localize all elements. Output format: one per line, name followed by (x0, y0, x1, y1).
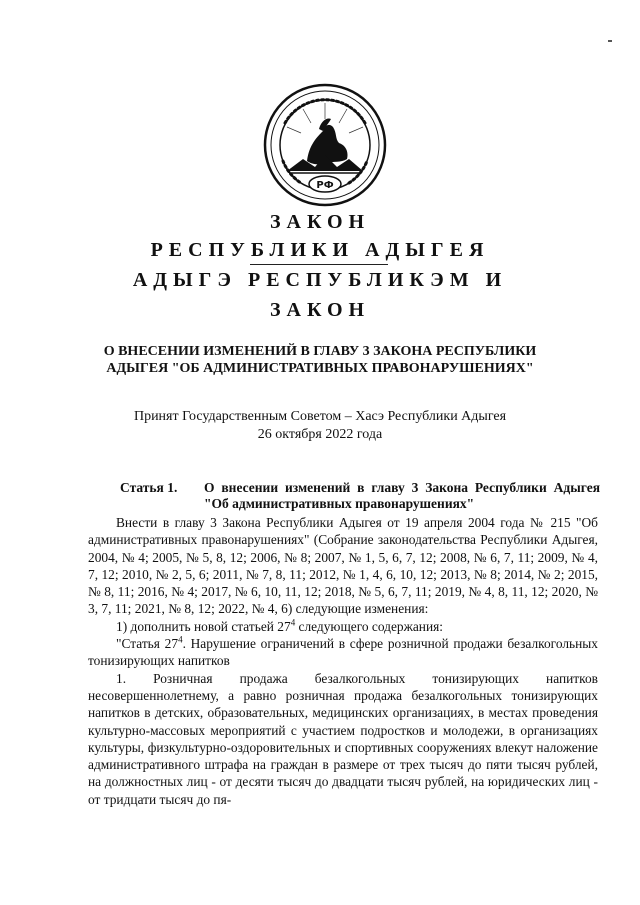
body-paragraph-3-sup: 4 (178, 634, 183, 645)
law-subtitle-line-2: АДЫГЕЯ "ОБ АДМИНИСТРАТИВНЫХ ПРАВОНАРУШЕНИЯХ" (106, 361, 534, 376)
law-subtitle (60, 343, 580, 377)
article-number: Статья 1. (120, 480, 178, 495)
adoption-note (60, 408, 580, 444)
body-paragraph-3-text: "Статья 27 (116, 636, 179, 652)
adoption-date: 26 октября 2022 года (257, 427, 383, 442)
body-paragraph-3 (88, 635, 598, 670)
adygea-coat-of-arms-icon (263, 83, 387, 207)
law-title-adyghe-word: ЗАКОН (269, 299, 371, 321)
law-subtitle-line-1: О ВНЕСЕНИИ ИЗМЕНЕНИЙ В ГЛАВУ 3 ЗАКОНА РЕСПУБЛИКИ (103, 344, 537, 359)
adoption-body: Принят Государственным Советом – Хасэ Республики Адыгея (133, 409, 507, 424)
emblem-badge: РФ (316, 180, 334, 191)
body-paragraph-4: 1. Розничная продажа безалкогольных тонизирующих напитков несовершеннолетнему, а равно розничная продажа безалкогольных тонизирующих напитков в детских, образовательных, медицинских организациях, в местах проведения культурно-массовых мероприятий с участием подростков и молодежи, в организациях культуры, физкультурно-оздоровительных и спортивных сооружениях влекут наложение административного штрафа на граждан в размере от трех тысяч до пяти тысяч рублей, на должностных лиц - от десяти тысяч до двадцати тысяч рублей, на юридических лиц - от тридцати тысяч до пя- (88, 670, 598, 807)
article-body (88, 514, 598, 808)
body-paragraph-2-tail: следующего содержания: (295, 618, 444, 634)
body-paragraph-2-text: 1) дополнить новой статьей 27 (116, 618, 291, 634)
body-paragraph-2 (88, 618, 598, 635)
law-title-adyghe: АДЫГЭ РЕСПУБЛИКЭМ И (132, 269, 508, 291)
scan-speck (608, 40, 612, 42)
article-title: О внесении изменений в главу 3 Закона Республики Адыгея "Об административных правонарушениях" (204, 480, 600, 511)
title-rule (250, 264, 388, 265)
law-title-republic: РЕСПУБЛИКИ АДЫГЕЯ (150, 239, 490, 261)
body-paragraph-3-tail: . Нарушение ограничений в сфере розничной продажи безалкогольных тонизирующих напитков (88, 636, 598, 669)
law-title-word: ЗАКОН (269, 211, 371, 233)
body-paragraph-1: Внести в главу 3 Закона Республики Адыгея от 19 апреля 2004 года № 215 "Об административных правонарушениях" (Собрание законодательства Республики Адыгея, 2004, № 4; 2005, № 5, 8, 12; 2006, № 8; 2007, № 1, 5, 6, 7, 12; 2008, № 6, 7, 11; 2009, № 4, 7, 12; 2010, № 2, 5, 6; 2011, № 7, 8, 11; 2012, № 1, 4, 6, 10, 12; 2013, № 8; 2014, № 2; 2015, № 8, 11; 2016, № 4; 2017, № 6, 10, 11, 12; 2018, № 5, 6, 7, 11; 2019, № 4, 8, 11, 12; 2020, № 3, 7, 11; 2021, № 8, 12; 2022, № 4, 6) следующие изменения: (88, 515, 598, 617)
body-paragraph-2-sup: 4 (290, 617, 296, 628)
